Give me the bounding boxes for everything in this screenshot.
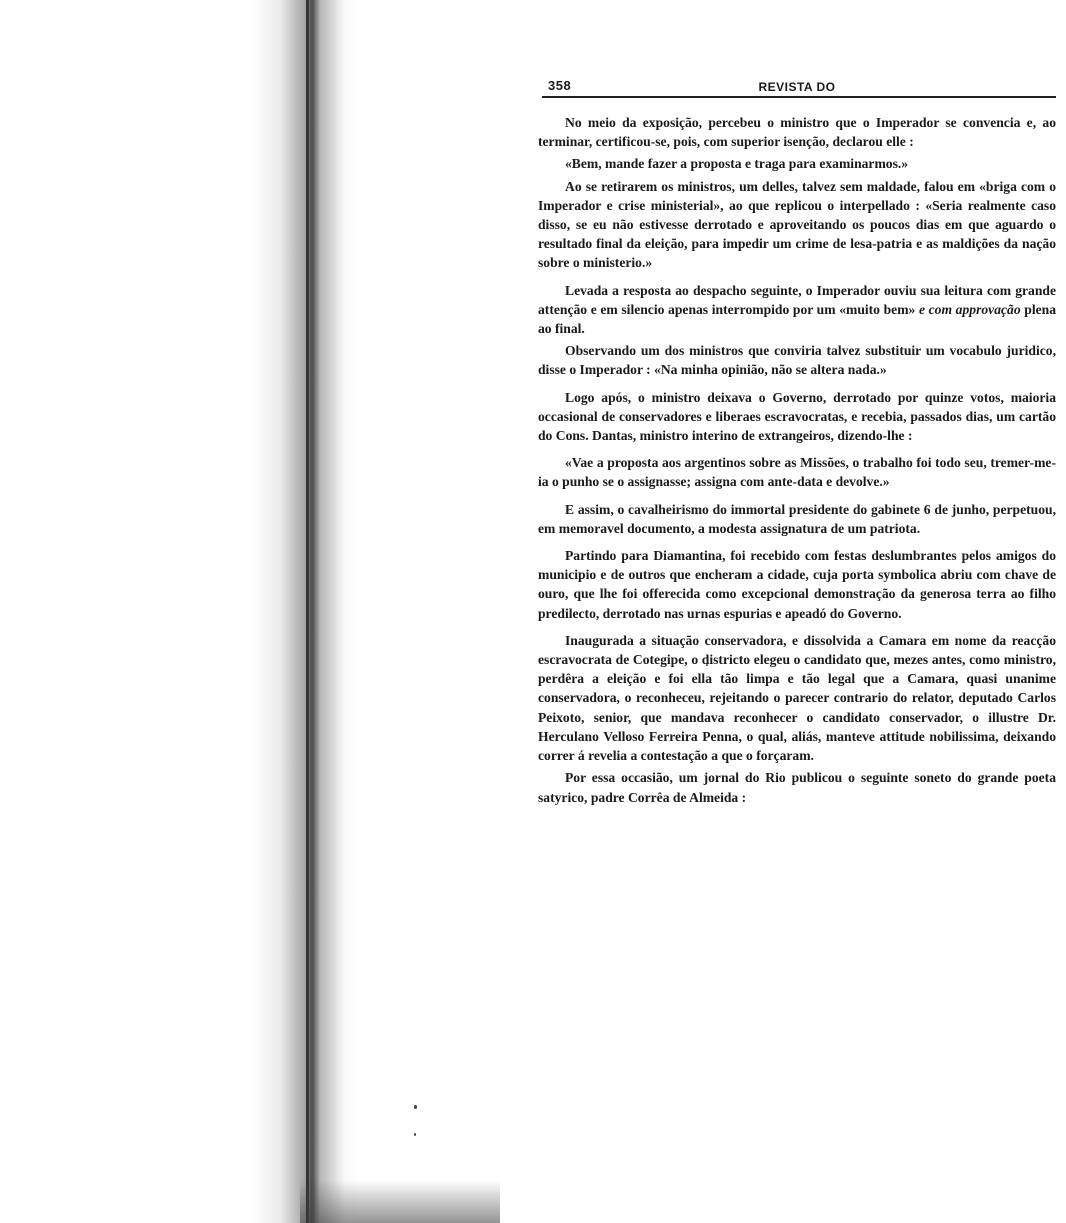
paragraph: Inaugurada a situação conservadora, e dissolvida a Camara em nome da reacção escravocrata de Cotegipe, o districto elegeu o candidato que, mezes antes, como ministro, perdêra a eleição e foi ella tão limpa e tão legal que a Camara, quasi unanime conservadora, o reconheceu, rejeitando o parecer contrario do relator, deputado Carlos Peixoto, senior, que mandava reconhecer o candidato conservador, o illustre Dr. Herculano Velloso Ferreira Penna, o qual, aliás, manteve attitude nobilissima, deixando correr á revelia a contestação a que o forçaram.: [538, 632, 1056, 764]
paragraph-text: Levada a resposta ao despacho seguinte, o Imperador ouviu sua leitura com grande attenção e em silencio apenas interrompido por um «muito bem»: [538, 282, 1056, 317]
running-head: [538, 76, 1056, 96]
paragraph: Ao se retirarem os ministros, um delles, talvez sem maldade, falou em «briga com o Imperador e crise ministerial», ao que replicou o interpellado : «Seria realmente caso disso, se eu não estivesse derrotado e aproveitando os poucos dias em que aguardo o resultado final da eleição, para impedir um crime de lesa-patria e as maldições da nação sobre o ministerio.»: [538, 178, 1056, 271]
paragraph: «Bem, mande fazer a proposta e traga para examinarmos.»: [565, 156, 909, 172]
body-text: [538, 113, 1056, 807]
paragraph: [538, 281, 1056, 339]
paragraph-italic-text: e com approvação: [918, 301, 1021, 317]
book-spine-shadow: [250, 0, 360, 1223]
spine-bottom-shadow: [300, 1180, 500, 1223]
paragraph-text: plena ao final.: [538, 301, 1056, 337]
spine-edge-line: [312, 0, 314, 1223]
scan-speck: [414, 1133, 416, 1136]
page-number: 358: [548, 78, 572, 93]
book-page: [538, 76, 1056, 810]
paragraph: Por essa occasião, um jornal do Rio publicou o seguinte soneto do grande poeta satyrico, padre Corrêa de Almeida :: [538, 770, 1056, 805]
paragraph: Partindo para Diamantina, foi recebido com festas deslumbrantes pelos amigos do municipio e de outros que encheram a cidade, cuja porta symbolica abriu com chave de ouro, que lhe foi offerecida como excepcional demonstração da generosa terra ao filho predilecto, derrotado nas urnas espurias e apeadó do Governo.: [538, 548, 1056, 621]
paragraph: «Vae a proposta aos argentinos sobre as Missões, o trabalho foi todo seu, tremer-me-ia o punho se o assignasse; assigna com ante-data e devolve.»: [538, 455, 1056, 490]
paragraph: E assim, o cavalheirismo do immortal presidente do gabinete 6 de junho, perpetuou, em memoravel documento, a modesta assignatura de um patriota.: [538, 501, 1056, 536]
paragraph: Observando um dos ministros que conviria talvez substituir um vocabulo juridico, disse o Imperador : «Na minha opinião, não se altera nada.»: [538, 343, 1056, 378]
paragraph: No meio da exposição, percebeu o ministro que o Imperador se convencia e, ao terminar, certificou-se, pois, com superior isenção, declarou elle :: [538, 115, 1056, 150]
paragraph: Logo após, o ministro deixava o Governo, derrotado por quinze votos, maioria occasional de conservadores e liberaes escravocratas, e recebia, passados dias, um cartão do Cons. Dantas, ministro interino de extrangeiros, dizendo-lhe :: [538, 389, 1056, 444]
spine-edge-line: [306, 0, 309, 1223]
scan-speck: [414, 1105, 417, 1109]
header-rule: [542, 96, 1056, 98]
journal-title: REVISTA DO: [758, 80, 836, 94]
